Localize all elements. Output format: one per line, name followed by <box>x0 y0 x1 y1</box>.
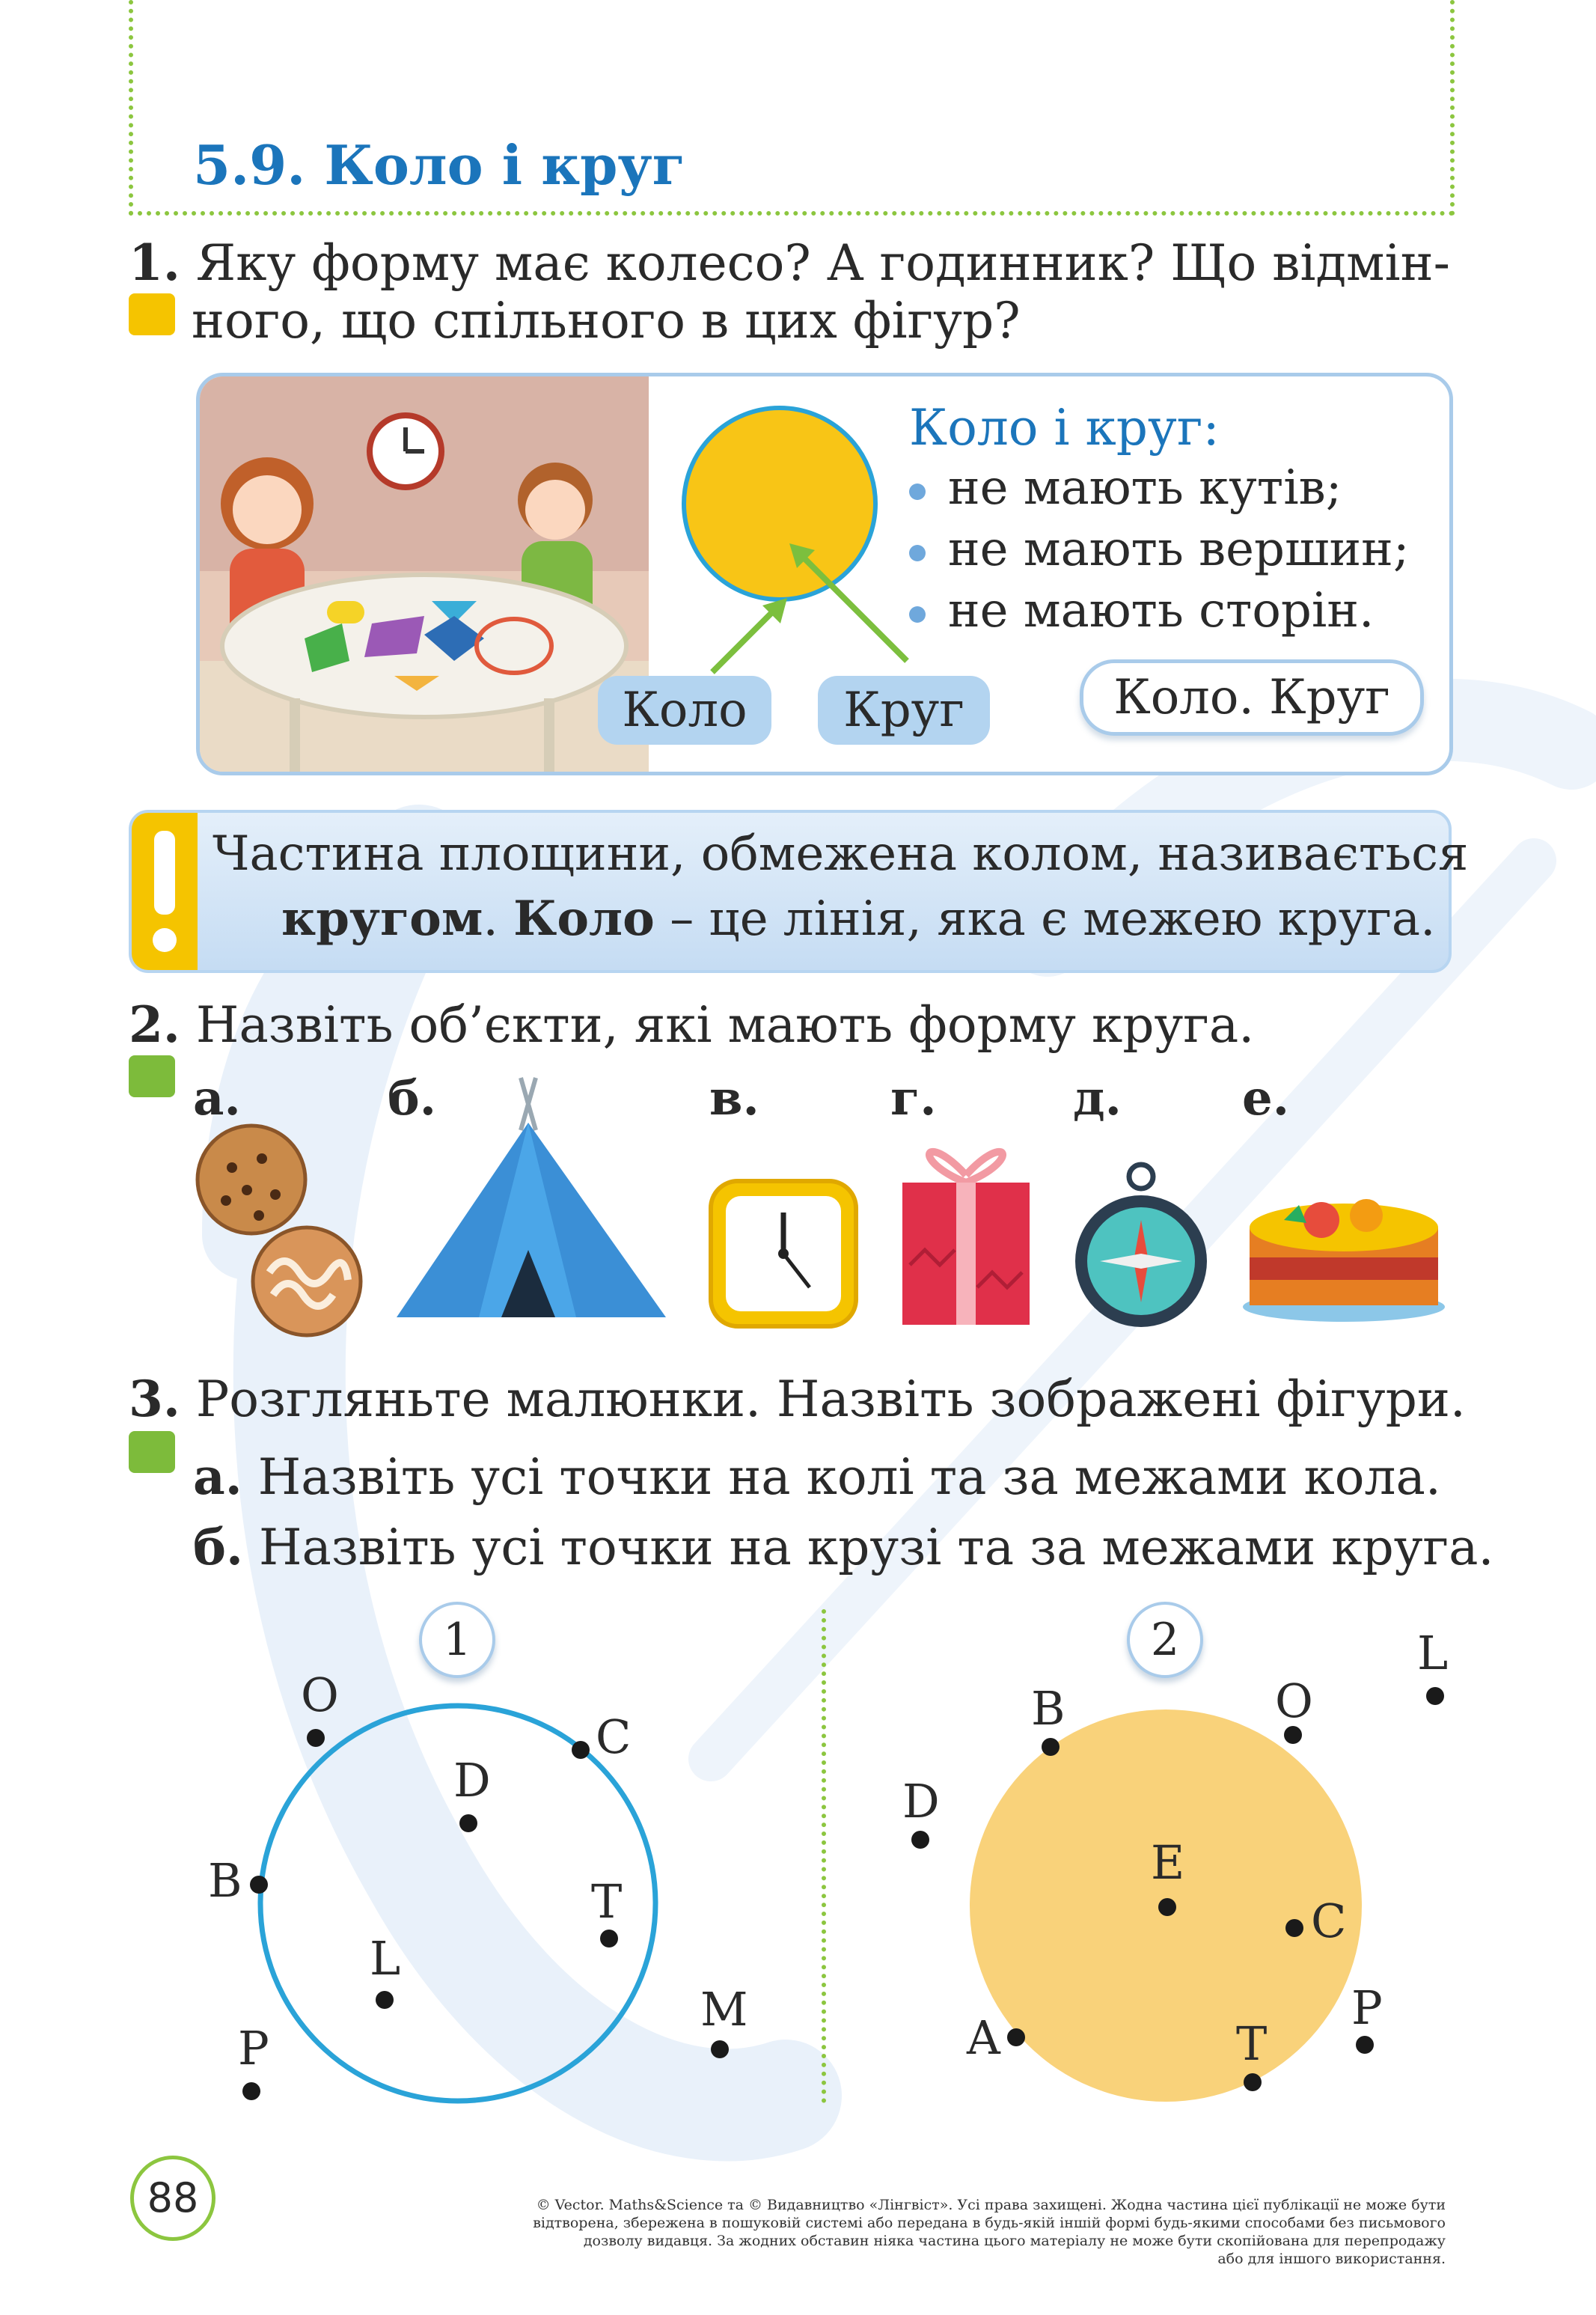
task1-text-line2: ного, що спільного в цих фігур? <box>192 292 1021 350</box>
definition-rest: – це лінія, яка є межею круга. <box>654 891 1436 947</box>
properties-title: Коло і круг: <box>909 399 1220 457</box>
point-label: P <box>238 2021 269 2075</box>
definition-line1: Частина площини, обмежена колом, називається <box>213 826 1469 882</box>
point-label: M <box>700 1982 748 2037</box>
term-disc: кругом <box>281 891 483 947</box>
point-C <box>572 1741 590 1759</box>
gift-box-image <box>895 1130 1037 1332</box>
copyright-line: відтворена, збережена в пошуковій системі або передана в будь-якій іншій формі будь-якими способами без письмового <box>533 2215 1446 2231</box>
circle-disc-button[interactable]: Коло. Круг <box>1080 659 1424 736</box>
task3b-line <box>193 1518 1493 1576</box>
property-item <box>909 583 1374 638</box>
option-v-label: в. <box>709 1070 759 1126</box>
section-title: 5.9. Коло і круг <box>193 133 685 197</box>
task3b-label: б. <box>193 1518 243 1576</box>
point-label: A <box>967 2010 1000 2065</box>
task3-text: Розгляньте малюнки. Назвіть зображені фігури. <box>195 1370 1466 1428</box>
bullet-icon <box>909 545 926 561</box>
pair-work-badge-icon <box>129 1431 175 1473</box>
option-g-label: г. <box>890 1070 937 1126</box>
point-label: O <box>1275 1674 1313 1728</box>
cake-image <box>1239 1175 1449 1325</box>
point-T <box>1244 2073 1262 2091</box>
task1-text-line1: Яку форму має колесо? А годинник? Що відмін- <box>195 234 1450 292</box>
option-e-label: е. <box>1242 1070 1289 1126</box>
circle-disc-infobox <box>196 373 1453 775</box>
figures-divider <box>822 1609 826 2103</box>
copyright-line: або для іншого використання. <box>1217 2251 1446 2267</box>
point-label: L <box>370 1931 401 1986</box>
bullet-icon <box>909 484 926 500</box>
option-a-label: а. <box>193 1070 241 1126</box>
property-item <box>909 460 1342 516</box>
task2-line <box>129 995 1254 1054</box>
point-label: L <box>1417 1626 1449 1680</box>
point-label: T <box>591 1874 623 1929</box>
label-circle-line: Коло <box>598 676 771 745</box>
point-label: O <box>301 1668 339 1722</box>
point-M <box>711 2040 729 2058</box>
children-at-table-illustration <box>200 376 649 772</box>
exclamation-icon <box>132 813 198 970</box>
page-number: 88 <box>130 2156 215 2241</box>
point-label: D <box>453 1753 491 1808</box>
copyright-notice <box>284 2196 1446 2268</box>
point-label: D <box>902 1774 940 1828</box>
point-E <box>1158 1898 1176 1916</box>
figure1-number: 1 <box>419 1602 495 1678</box>
option-d-label: д. <box>1073 1070 1122 1126</box>
point-label: B <box>208 1853 242 1908</box>
point-label: C <box>1311 1894 1347 1948</box>
copyright-line: дозволу видавця. За жодних обставин ніяка частина цього матеріалу не може бути скопійована для перепродажу <box>583 2233 1446 2249</box>
task1-number: 1. <box>129 234 180 292</box>
tent-image <box>389 1070 673 1325</box>
point-O <box>1284 1726 1302 1744</box>
pair-work-badge-icon <box>129 1055 175 1097</box>
property-item <box>909 522 1409 577</box>
task3-number: 3. <box>129 1370 180 1428</box>
option-b-label: б. <box>388 1070 436 1126</box>
copyright-line: © Vector. Maths&Science та © Видавництво «Лінгвіст». Усі права захищені. Жодна частина цієї публікації не може бути <box>536 2197 1446 2213</box>
property-text: не мають сторін. <box>948 583 1375 638</box>
point-B <box>1042 1738 1060 1756</box>
point-L <box>1426 1687 1444 1705</box>
point-B <box>250 1876 268 1894</box>
cookies-image <box>187 1123 367 1340</box>
point-label: T <box>1236 2016 1268 2071</box>
point-T <box>600 1930 618 1948</box>
task1-line1 <box>129 234 1450 292</box>
term-circle: Коло <box>513 891 655 947</box>
task3a-line <box>193 1448 1441 1506</box>
point-label: P <box>1351 1980 1383 2035</box>
task3-line <box>129 1370 1466 1428</box>
property-text: не мають кутів; <box>948 460 1342 516</box>
task2-number: 2. <box>129 995 180 1054</box>
label-disc: Круг <box>818 676 990 745</box>
point-P <box>1356 2036 1374 2054</box>
definition-box <box>129 810 1469 973</box>
point-label: E <box>1151 1835 1185 1890</box>
compass-image <box>1070 1160 1212 1332</box>
point-P <box>242 2082 260 2100</box>
task3a-text: Назвіть усі точки на колі та за межами кола. <box>257 1448 1441 1506</box>
bullet-icon <box>909 606 926 623</box>
figure2-number: 2 <box>1127 1602 1203 1678</box>
task2-text: Назвіть об’єкти, які мають форму круга. <box>195 996 1255 1054</box>
task3a-label: а. <box>193 1448 242 1506</box>
point-A <box>1007 2028 1025 2046</box>
point-O <box>307 1729 325 1747</box>
definition-line2 <box>281 891 1435 947</box>
task3b-text: Назвіть усі точки на крузі та за межами круга. <box>258 1519 1494 1576</box>
discussion-badge-icon <box>129 293 175 335</box>
definition-separator: . <box>483 891 514 947</box>
point-L <box>376 1991 394 2009</box>
point-D <box>459 1814 477 1832</box>
point-label: B <box>1031 1681 1065 1736</box>
point-D <box>911 1831 929 1849</box>
property-text: не мають вершин; <box>948 522 1410 577</box>
point-C <box>1285 1919 1303 1937</box>
exclamation-bar <box>132 813 198 970</box>
clock-image <box>705 1175 862 1332</box>
point-label: C <box>596 1709 632 1764</box>
